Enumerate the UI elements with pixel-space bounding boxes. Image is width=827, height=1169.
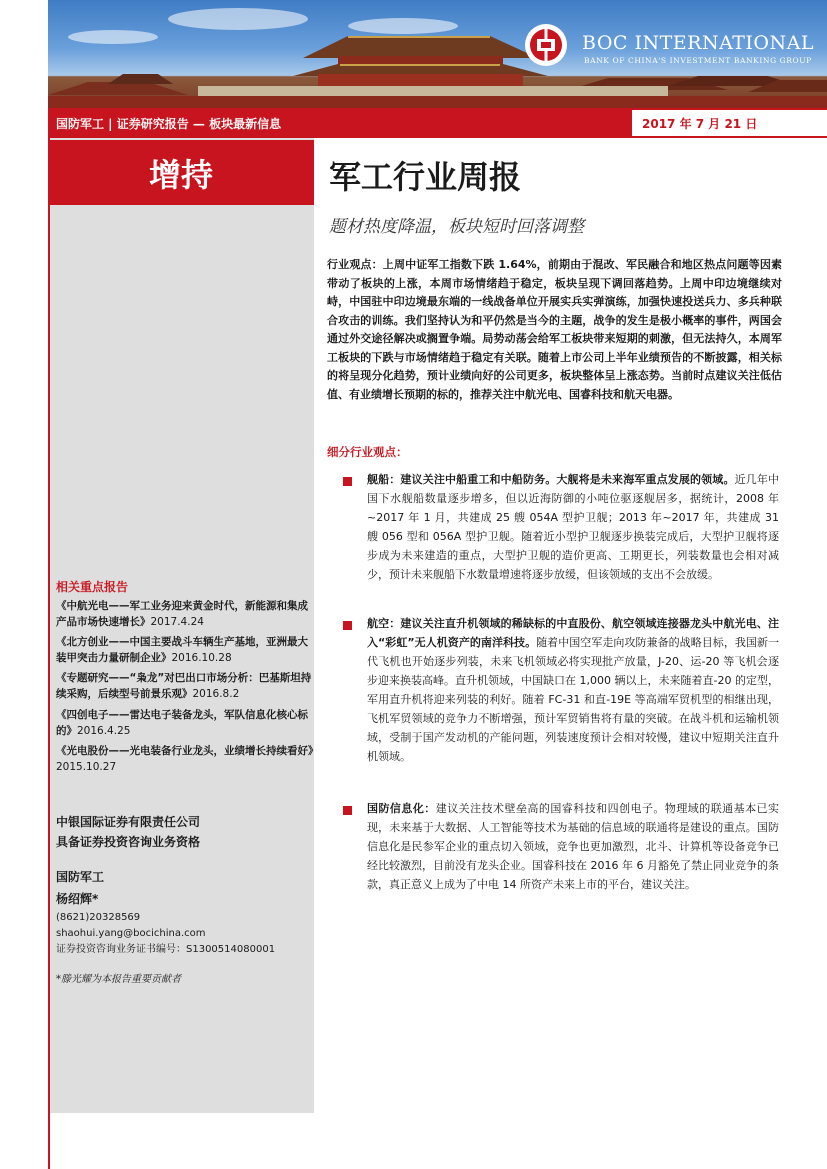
analyst-phone: (8621)20328569: [56, 912, 141, 923]
bullet-square-icon: [343, 621, 352, 630]
bullet-aviation: 航空：建议关注直升机领域的稀缺标的中直股份、航空领域连接器龙头中航光电、注入“彩虹”无人机资产的南洋科技。随着中国空军走向攻防兼备的战略目标，我国新一代飞机也开始逐步列装，未来飞机领域必将实现批产放量，J-20、运-20 等飞机会逐步迎来换装高峰。直升机领域，中国缺口在 1,000 辆以上，未来随着直-20 的定型，军用直升机将迎来列装的利好。随着 FC-31 和直-19E 等高端军贸机型的相继出现，飞机军贸领域的竞争力不断增强，预计军贸销售将有量的突破。在战斗机和运输机领域，受制于国产发动机的产能问题，列装速度预计会相对较慢，建议中短期关注直升机领域。: [367, 617, 779, 763]
related-reports-title: 相关重点报告: [56, 580, 129, 594]
industry-view-paragraph: 行业观点：上周中证军工指数下跌 1.64%，前期由于混改、军民融合和地区热点问题等因素带动了板块的上涨，本周市场情绪趋于稳定，板块呈现下调回落趋势。上周中印边境继续对峙，中国驻中印边境最东端的一线战备单位开展实兵实弹演练，加强快速投送兵力、多兵种联合攻击的训练。我们坚持认为和平仍然是当今的主题，战争的发生是极小概率的事件，两国会通过外交途径解决或搁置争端。局势动荡会给军工板块带来短期的刺激，但无法持久，本周军工板块的下跌与市场情绪趋于稳定有关联。随着上市公司上半年业绩预告的不断披露，相关标的将呈现分化趋势，预计业绩向好的公司更多，板块整体呈上涨态势。当前时点建议关注低估值、有业绩增长预期的标的，推荐关注中航光电、国睿科技和航天电器。: [327, 258, 782, 401]
analyst-email[interactable]: shaohui.yang@bocichina.com: [56, 928, 206, 939]
related-report-item: 《四创电子——雷达电子装备龙头，军队信息化核心标的》2016.4.25: [56, 709, 308, 737]
page-border-line: [48, 138, 50, 1169]
boc-logo-icon: [523, 22, 569, 68]
brand-name: BOC INTERNATIONAL: [582, 32, 814, 54]
related-report-item: 《专题研究——“枭龙”对巴出口市场分析：巴基斯坦持续采购，后续型号前景乐观》2016.8.2: [56, 672, 312, 700]
analyst-name: 杨绍辉*: [56, 892, 99, 906]
analyst-contact: [56, 910, 275, 958]
bullet-square-icon: [343, 806, 352, 815]
analyst-license: 证券投资咨询业务证书编号：S1300514080001: [56, 944, 276, 955]
related-report-item: 《北方创业——中国主要战斗车辆生产基地，亚洲最大装甲突击力量研制企业》2016.10.28: [56, 636, 308, 664]
brand-tagline: BANK OF CHINA'S INVESTMENT BANKING GROUP: [584, 56, 812, 65]
related-report-item: 《中航光电——军工业务迎来黄金时代，新能源和集成产品市场快速增长》2017.4.24: [56, 600, 308, 628]
sub-industry-heading: 细分行业观点：: [327, 445, 408, 459]
analyst-sector: 国防军工: [56, 870, 105, 884]
header-banner: [48, 0, 827, 108]
bullet-shipbuilding: 舰船：建议关注中船重工和中船防务。大舰将是未来海军重点发展的领域。近几年中国下水舰船数量逐步增多，但以近海防御的小吨位驱逐舰居多，据统计，2008 年~2017 年 1 月，共建成 25 艘 054A 型护卫舰；2013 年~2017 年，共建成 31 艘 056 型和 056A 型护卫舰。随着近小型护卫舰逐步换装完成后，大型护卫舰将逐步成为未来建造的重点，大型护卫舰的造价更高、工期更长，列装数量也会相对减少，预计未来舰船下水数量增速将逐步放缓，但该领域的支出不会放缓。: [367, 473, 780, 581]
rating-label: 增持: [148, 156, 213, 194]
company-name: 中银国际证券有限责任公司: [56, 815, 201, 829]
company-license: 具备证券投资咨询业务资格: [56, 835, 201, 849]
palace-illustration: [48, 0, 827, 108]
bullet-square-icon: [343, 477, 352, 486]
report-category: 国防军工 | 证券研究报告 — 板块最新信息: [56, 117, 282, 131]
company-info: [56, 812, 200, 852]
contributor-note: *滕光耀为本报告重要贡献者: [56, 974, 181, 985]
page-subtitle: 题材热度降温，板块短时回落调整: [329, 217, 584, 237]
report-date: 2017 年 7 月 21 日: [642, 117, 758, 131]
bullet-defense-it: 国防信息化：建议关注技术壁垒高的国睿科技和四创电子。物理域的联通基本已实现，未来基于大数据、人工智能等技术为基础的信息域的联通将是建设的重点。国防信息化是民参军企业的重点切入领域，竞争也更加激烈，北斗、计算机等设备竞争已经比较激烈，目前没有龙头企业。国睿科技在 2016 年 6 月豁免了禁止同业竞争的条款，真正意义上成为了中电 14 所资产未来上市的平台，建议关注。: [367, 802, 780, 891]
related-report-item: 《光电股份——光电装备行业龙头，业绩增长持续看好》2015.10.27: [56, 745, 319, 773]
analyst-heading: [56, 866, 104, 910]
page-title: 军工行业周报: [329, 158, 522, 196]
